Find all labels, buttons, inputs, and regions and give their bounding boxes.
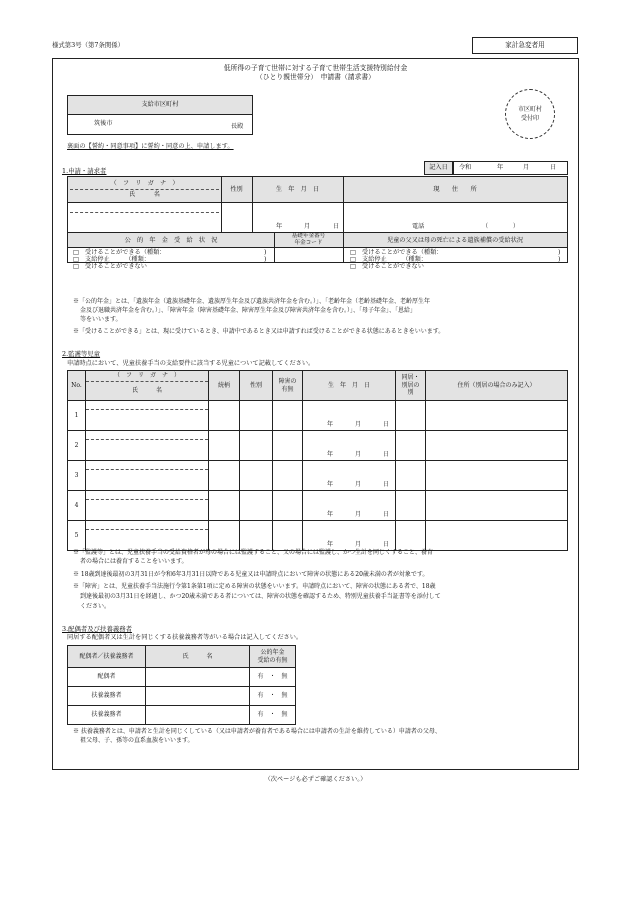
child-name-field[interactable] (86, 410, 208, 430)
entry-era: 令和 (459, 164, 472, 171)
pension-paren-2: ) (264, 256, 267, 263)
table-row (68, 491, 568, 521)
birth-year-label: 年 (327, 420, 334, 428)
applicant-address-header: 現 住 所 (433, 186, 477, 193)
applicant-birth-header: 生 年 月 日 (275, 186, 320, 193)
birth-month-label: 月 (355, 480, 362, 488)
pension-code-header: 年金コード (294, 240, 323, 246)
child-furigana-field[interactable] (86, 401, 208, 410)
section2-note: ※「障害」とは、児童扶養手当法施行令第1条第1項に定める障害の状態をいいます。申請時点において、障害の状態にある者で、18歳 (73, 583, 436, 590)
birth-month-label: 月 (355, 510, 362, 518)
municipality-header: 支給市区町村 (68, 96, 252, 114)
form-type-badge: 家計急変者用 (472, 37, 578, 54)
col-disability-2: 有無 (281, 385, 294, 393)
row-number: 5 (68, 521, 86, 551)
birth-month-label: 月 (355, 420, 362, 428)
role-label: 扶養義務者 (68, 706, 146, 725)
table-row (68, 668, 296, 687)
relation-field[interactable] (209, 431, 240, 461)
entry-date-label: 記入日 (424, 161, 453, 175)
birth-year-label: 年 (327, 480, 334, 488)
birth-year-label: 年 (327, 540, 334, 548)
col-dependent-name: 氏 名 (146, 646, 250, 668)
pension-paren-1: ) (264, 249, 267, 256)
address-field[interactable] (426, 491, 568, 521)
form-title: 低所得の子育て世帯に対する子育て世帯生活支援特別給付金 (223, 64, 408, 72)
sex-field[interactable] (240, 401, 273, 431)
col-child-name: 氏 名 (131, 387, 162, 394)
section1-note: ※「受けることができる」とは、現に受けているとき、申請中であるとき又は申請すれば受けることができる状態にあるときをいいます。 (73, 328, 445, 335)
footer-note: （次ページも必ずご確認ください。） (264, 776, 367, 783)
disability-field[interactable] (273, 401, 303, 431)
residence-field[interactable] (396, 461, 426, 491)
table-row (68, 521, 568, 551)
pension-option-suspended[interactable]: □ 支給停止 （種類： (73, 256, 150, 263)
role-label: 扶養義務者 (68, 687, 146, 706)
entry-day: 日 (550, 164, 557, 171)
col-disability: 障害の (278, 378, 297, 385)
section2-note: 者の場合には養育することをいいます。 (80, 558, 188, 565)
disability-field[interactable] (273, 521, 303, 551)
row-number: 2 (68, 431, 86, 461)
col-relation: 続柄 (209, 371, 240, 401)
relation-field[interactable] (209, 521, 240, 551)
disability-field[interactable] (273, 491, 303, 521)
section2-note: 到達後最初の3月31日を経過し、かつ20歳未満である者については、障害の状態を確認するため、特別児童扶養手当証書等を添付して (80, 593, 441, 600)
section3-note: ※ 扶養義務者とは、申請者と生計を同じくしている（又は申請者が養育者である場合には申請者の生計を維持している）申請者の父母、 (73, 728, 441, 735)
child-name-field[interactable] (86, 470, 208, 490)
col-pension-2: 受給の有無 (257, 656, 288, 664)
col-residence-3: 別 (407, 389, 414, 397)
col-child-furigana: （ フ リ ガ ナ ） (86, 371, 208, 382)
birth-day-label: 日 (333, 223, 340, 230)
sex-field[interactable] (240, 461, 273, 491)
section2-note: ※「監護等」とは、児童扶養手当の受給資格者が母の場合には監護すること、父の場合には監護し、かつ生計を同じくすること、養育 (73, 549, 434, 556)
section2-note: ※ 18歳到達後最初の3月31日が令和6年3月31日以降である児童又は申請時点において障害の状態にある20歳未満の者が対象です。 (73, 571, 429, 578)
col-role: 配偶者／扶養義務者 (68, 646, 146, 668)
birth-day-label: 日 (383, 480, 390, 488)
relation-field[interactable] (209, 401, 240, 431)
col-birthdate: 生 年 月 日 (303, 371, 396, 401)
col-pension: 公的年金 (260, 649, 285, 656)
role-label: 配偶者 (68, 668, 146, 687)
bereavement-option-none[interactable]: □ 受けることができない (350, 263, 424, 270)
reception-stamp-circle (505, 89, 555, 139)
children-table (67, 370, 568, 551)
sex-field[interactable] (240, 521, 273, 551)
pension-option-none[interactable]: □ 受けることができない (73, 263, 147, 270)
birth-day-label: 日 (383, 420, 390, 428)
birth-day-label: 日 (383, 450, 390, 458)
pension-yes-no[interactable]: 有 ・ 無 (250, 668, 296, 687)
pension-status-header: 公 的 年 金 受 給 状 況 (124, 237, 218, 244)
birth-year-label: 年 (327, 510, 334, 518)
bereavement-paren-2: ) (558, 256, 561, 263)
child-furigana-field[interactable] (86, 521, 208, 530)
row-number: 1 (68, 401, 86, 431)
residence-field[interactable] (396, 521, 426, 551)
child-furigana-field[interactable] (86, 431, 208, 440)
section1-note: 金及び退職共済年金を含む。）」、「障害年金（障害基礎年金、障害厚生年金及び障害共済年金を含む。）」、「母子年金」、「恩給」 (80, 307, 417, 314)
phone-field[interactable]: （ ） (482, 223, 520, 230)
residence-field[interactable] (396, 431, 426, 461)
form-number: 様式第3号（第7条関係） (52, 41, 125, 49)
address-field[interactable] (426, 461, 568, 491)
section1-note: ※「公的年金」とは、「遺族年金（遺族基礎年金、遺族厚生年金及び遺族共済年金を含む。）」、「老齢年金（老齢基礎年金、老齢厚生年 (73, 298, 431, 305)
entry-year: 年 (497, 164, 504, 171)
child-furigana-field[interactable] (86, 461, 208, 470)
col-residence: 同居・ (401, 374, 420, 382)
address-field[interactable] (426, 521, 568, 551)
dependent-name-field[interactable] (146, 706, 250, 725)
sex-field[interactable] (240, 431, 273, 461)
dependents-table (67, 645, 296, 725)
pension-yes-no[interactable]: 有 ・ 無 (250, 706, 296, 725)
form-subtitle: （ひとり親世帯分） 申請書（請求書） (256, 73, 375, 81)
entry-month: 月 (523, 164, 530, 171)
birth-day-label: 日 (383, 510, 390, 518)
bereavement-header: 児童の父又は母の死亡による遺族補償の受給状況 (386, 237, 524, 244)
table-row (68, 431, 568, 461)
agreement-text: 裏面の【誓約・同意事項】に誓約・同意の上、申請します。 (67, 143, 234, 150)
child-name-field[interactable] (86, 530, 208, 550)
child-furigana-field[interactable] (86, 491, 208, 500)
relation-field[interactable] (209, 461, 240, 491)
applicant-furigana-header: （ フ リ ガ ナ ） (110, 180, 179, 187)
sex-field[interactable] (240, 491, 273, 521)
section3-note: 祖父母、子、孫等の直系血族をいいます。 (80, 737, 194, 744)
dependent-name-field[interactable] (146, 668, 250, 687)
col-sex: 性別 (240, 371, 273, 401)
pension-option-receivable[interactable]: □ 受けることができる（種類： (73, 249, 166, 256)
child-name-field[interactable] (86, 500, 208, 520)
bereavement-paren-1: ) (558, 249, 561, 256)
row-number: 4 (68, 491, 86, 521)
section2-title: 2.監護等児童 (62, 350, 101, 358)
residence-field[interactable] (396, 491, 426, 521)
municipality-name: 筑後市 (94, 120, 113, 127)
bereavement-option-suspended[interactable]: □ 支給停止 （種類： (350, 256, 427, 263)
col-no: No. (68, 371, 86, 401)
residence-field[interactable] (396, 401, 426, 431)
pension-yes-no[interactable]: 有 ・ 無 (250, 687, 296, 706)
applicant-furigana-field[interactable] (70, 212, 219, 213)
section1-title: 1.申請・請求者 (62, 167, 107, 175)
disability-field[interactable] (273, 461, 303, 491)
disability-field[interactable] (273, 431, 303, 461)
birth-month-label: 月 (355, 450, 362, 458)
phone-label: 電話 (412, 223, 425, 230)
basic-pension-header: 基礎年金番号 (291, 233, 326, 239)
section2-note: ください。 (80, 603, 111, 610)
address-field[interactable] (426, 431, 568, 461)
address-field[interactable] (426, 401, 568, 431)
birth-year-label: 年 (276, 223, 283, 230)
section3-intro: 同居する配偶者又は生計を同じくする扶養義務者等がいる場合は記入してください。 (67, 634, 303, 641)
dependent-name-field[interactable] (146, 687, 250, 706)
col-residence-2: 別居の (401, 381, 420, 389)
table-row (68, 461, 568, 491)
birth-month-label: 月 (304, 223, 311, 230)
table-row (68, 687, 296, 706)
bereavement-option-receivable[interactable]: □ 受けることができる（種類： (350, 249, 443, 256)
stamp-label-2: 受付印 (520, 115, 539, 122)
birth-year-label: 年 (327, 450, 334, 458)
relation-field[interactable] (209, 491, 240, 521)
col-address: 住所（別居の場合のみ記入） (426, 371, 568, 401)
section3-title: 3.配偶者及び扶養義務者 (62, 625, 133, 633)
municipality-suffix: 長殿 (231, 123, 244, 130)
applicant-sex-header: 性別 (230, 186, 243, 193)
row-number: 3 (68, 461, 86, 491)
child-name-field[interactable] (86, 440, 208, 460)
table-row (68, 706, 296, 725)
stamp-label-1: 市区町村 (517, 106, 542, 113)
table-row (68, 401, 568, 431)
applicant-name-header: 氏 名 (129, 191, 160, 198)
section1-note: 等をいいます。 (80, 316, 122, 323)
birth-month-label: 月 (355, 540, 362, 548)
birth-day-label: 日 (383, 540, 390, 548)
section2-intro: 申請時点において、児童扶養手当の支給要件に該当する児童について記載してください。 (67, 360, 315, 367)
